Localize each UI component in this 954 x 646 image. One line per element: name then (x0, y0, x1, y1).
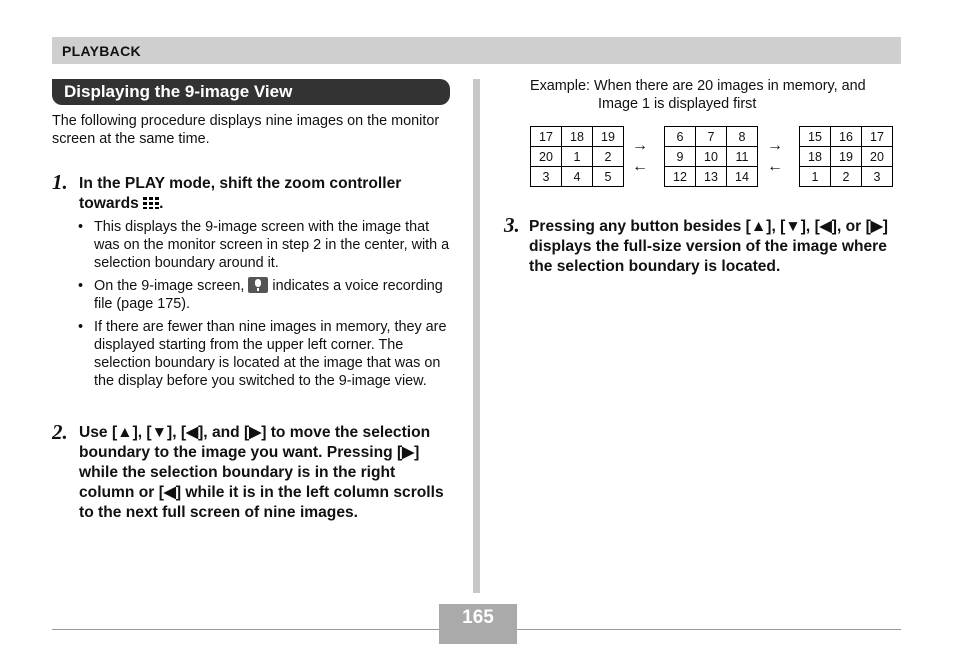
grid-cell: 2 (831, 167, 862, 187)
grid-cell: 9 (665, 147, 696, 167)
section-header: PLAYBACK (62, 43, 141, 59)
grid-cell: 18 (562, 127, 593, 147)
step-2-number: 2. (52, 420, 68, 444)
step-1-text (79, 174, 449, 214)
step-3-number: 3. (504, 213, 520, 237)
grid-cell: 7 (696, 127, 727, 147)
step-1-text-main: In the PLAY mode, shift the zoom controller towards (79, 175, 402, 212)
grid-cell: 8 (727, 127, 758, 147)
grid-cell: 19 (593, 127, 624, 147)
right-arrow-icon: → (632, 137, 648, 154)
grid-cell: 12 (665, 167, 696, 187)
step-2-text: Use [▲], [▼], [◀], and [▶] to move the selection boundary to the image you want. Pressing [▶] while the selection boundary is in the right column or [◀] while it is in the left column scrolls to the next full screen of nine images. (79, 424, 444, 521)
grid-cell: 17 (531, 127, 562, 147)
bullet-text: If there are fewer than nine images in memory, they are displayed starting from the upper left corner. The selection boundary is located at the image that was on the display before you switched to the 9-image view. (94, 319, 447, 389)
intro-paragraph: The following procedure displays nine images on the monitor screen at the same time. (52, 113, 440, 147)
bullet-text-end: indicates a voice recording file (page 175). (94, 278, 443, 312)
nine-image-grid-icon (143, 197, 159, 209)
grid-cell: 11 (727, 147, 758, 167)
grid-cell: 15 (800, 127, 831, 147)
grid-cell: 3 (531, 167, 562, 187)
grid-cell: 14 (727, 167, 758, 187)
grid-cell: 3 (862, 167, 893, 187)
step-1-text-end: . (159, 195, 164, 212)
image-grid-1 (530, 126, 624, 187)
bullet-item: • This displays the 9-image screen with the image that was on the monitor screen in step 2 in the center, with a selection boundary around it. (78, 219, 450, 271)
grid-cell: 6 (665, 127, 696, 147)
grid-cell: 10 (696, 147, 727, 167)
bullet-text-start: On the 9-image screen, (94, 278, 245, 294)
example-caption (530, 77, 866, 113)
example-line-2: Image 1 is displayed first (598, 96, 757, 112)
grid-cell: 2 (593, 147, 624, 167)
step-3-text: Pressing any button besides [▲], [▼], [◀], or [▶] displays the full-size version of the image where the selection boundary is located. (529, 218, 888, 275)
bullet-text: This displays the 9-image screen with the image that was on the monitor screen in step 2 in the center, with a selection boundary around it. (94, 219, 450, 271)
grid-cell: 5 (593, 167, 624, 187)
grid-cell: 1 (800, 167, 831, 187)
column-divider (473, 79, 480, 593)
image-grid-3 (799, 126, 893, 187)
page-number-badge (439, 604, 517, 644)
right-arrow-icon: → (767, 137, 783, 154)
step-1-bullets (78, 218, 453, 395)
example-line-1: Example: When there are 20 images in memory, and (530, 78, 866, 94)
header-bar (52, 37, 901, 64)
grid-cell: 19 (831, 147, 862, 167)
voice-recording-icon (248, 277, 268, 293)
left-arrow-icon: ← (632, 158, 648, 175)
grid-cell: 4 (562, 167, 593, 187)
grid-cell: 17 (862, 127, 893, 147)
section-title: Displaying the 9-image View (64, 82, 293, 101)
grid-cell: 1 (562, 147, 593, 167)
page-number: 165 (462, 607, 494, 628)
bullet-item: • If there are fewer than nine images in memory, they are displayed starting from the upper left corner. The selection boundary is located at the image that was on the display before you switched to the 9-image view. (78, 319, 447, 389)
left-arrow-icon: ← (767, 158, 783, 175)
bullet-item: • On the 9-image screen, indicates a voice recording file (page 175). (78, 278, 443, 312)
section-title-bar (52, 79, 450, 105)
grid-cell: 20 (862, 147, 893, 167)
grid-cell: 18 (800, 147, 831, 167)
grid-cell: 20 (531, 147, 562, 167)
image-grid-2 (664, 126, 758, 187)
grid-cell: 13 (696, 167, 727, 187)
grid-cell: 16 (831, 127, 862, 147)
step-1-number: 1. (52, 170, 68, 194)
